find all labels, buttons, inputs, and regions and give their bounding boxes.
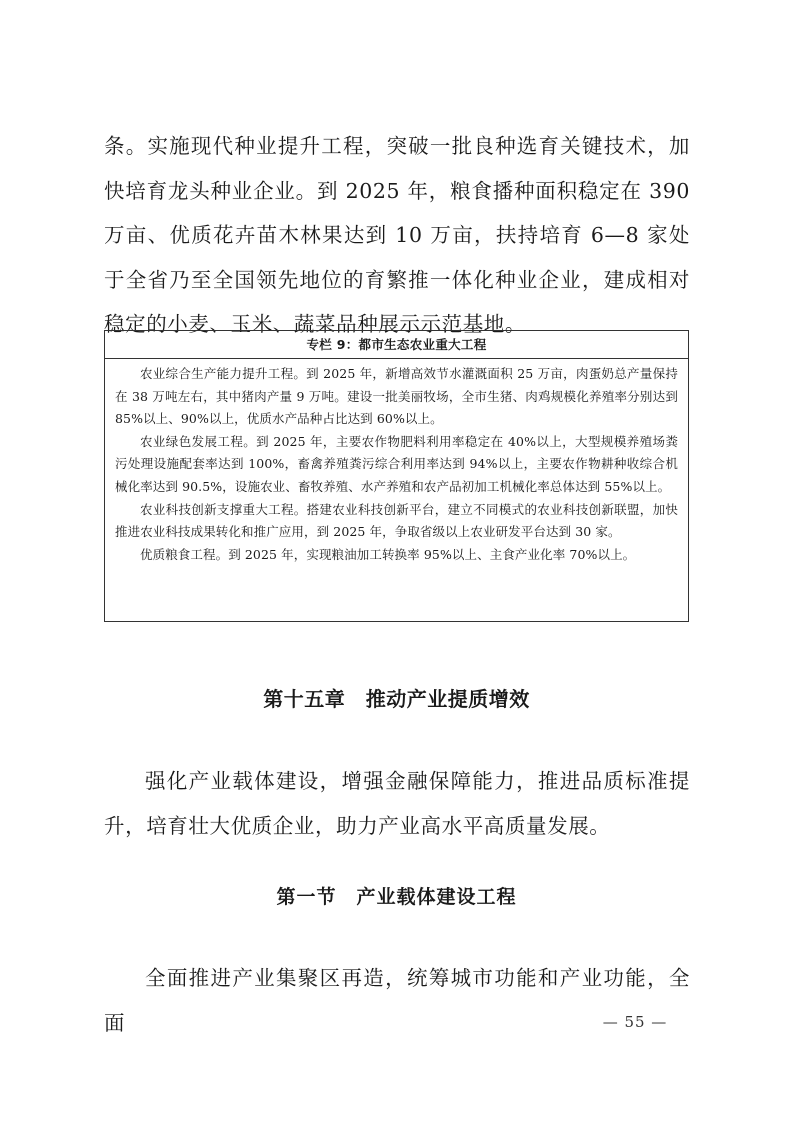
feature-box-title: 专栏 9：都市生态农业重大工程 bbox=[105, 331, 688, 359]
page-number: — 55 — bbox=[602, 1013, 668, 1031]
feature-box-body bbox=[105, 359, 688, 566]
section-heading: 第一节 产业载体建设工程 bbox=[276, 886, 517, 908]
feature-box-item: 优质粮食工程。到 2025 年，实现粮油加工转换率 95%以上、主食产业化率 70%以上。 bbox=[140, 546, 636, 562]
section-paragraph: 全面推进产业集聚区再造，统筹城市功能和产业功能，全面 bbox=[104, 966, 690, 1035]
feature-box-item: 农业绿色发展工程。到 2025 年，主要农作物肥料利用率稳定在 40%以上，大型规模养殖场粪污处理设施配套率达到 100%，畜禽养殖粪污综合利用率达到 94%以上，主要农作物耕种收综合机械化率达到 90.5%，设施农业、畜牧养殖、水产养殖和农产品初加工机械化率总体达到 55%以上。 bbox=[115, 433, 678, 494]
chapter-heading: 第十五章 推动产业提质增效 bbox=[263, 687, 530, 711]
feature-box-item: 农业科技创新支撑重大工程。搭建农业科技创新平台，建立不同模式的农业科技创新联盟，加快推进农业科技成果转化和推广应用，到 2025 年，争取省级以上农业研发平台达到 30 家。 bbox=[115, 501, 678, 540]
feature-box bbox=[104, 330, 689, 622]
feature-box-item: 农业综合生产能力提升工程。到 2025 年，新增高效节水灌溉面积 25 万亩，肉蛋奶总产量保持在 38 万吨左右，其中猪肉产量 9 万吨。建设一批美丽牧场，全市生猪、肉鸡规模化养殖率分别达到 85%以上、90%以上，优质水产品种占比达到 60%以上。 bbox=[115, 366, 678, 427]
chapter-intro-paragraph: 强化产业载体建设，增强金融保障能力，推进品质标准提升，培育壮大优质企业，助力产业高水平高质量发展。 bbox=[104, 769, 690, 838]
body-paragraph-continued: 条。实施现代种业提升工程，突破一批良种选育关键技术，加快培育龙头种业企业。到 2025 年，粮食播种面积稳定在 390 万亩、优质花卉苗木林果达到 10 万亩，扶持培育 6—8 家处于全省乃至全国领先地位的育繁推一体化种业企业，建成相对稳定的小麦、玉米、蔬菜品种展示示范基地。 bbox=[104, 134, 690, 336]
